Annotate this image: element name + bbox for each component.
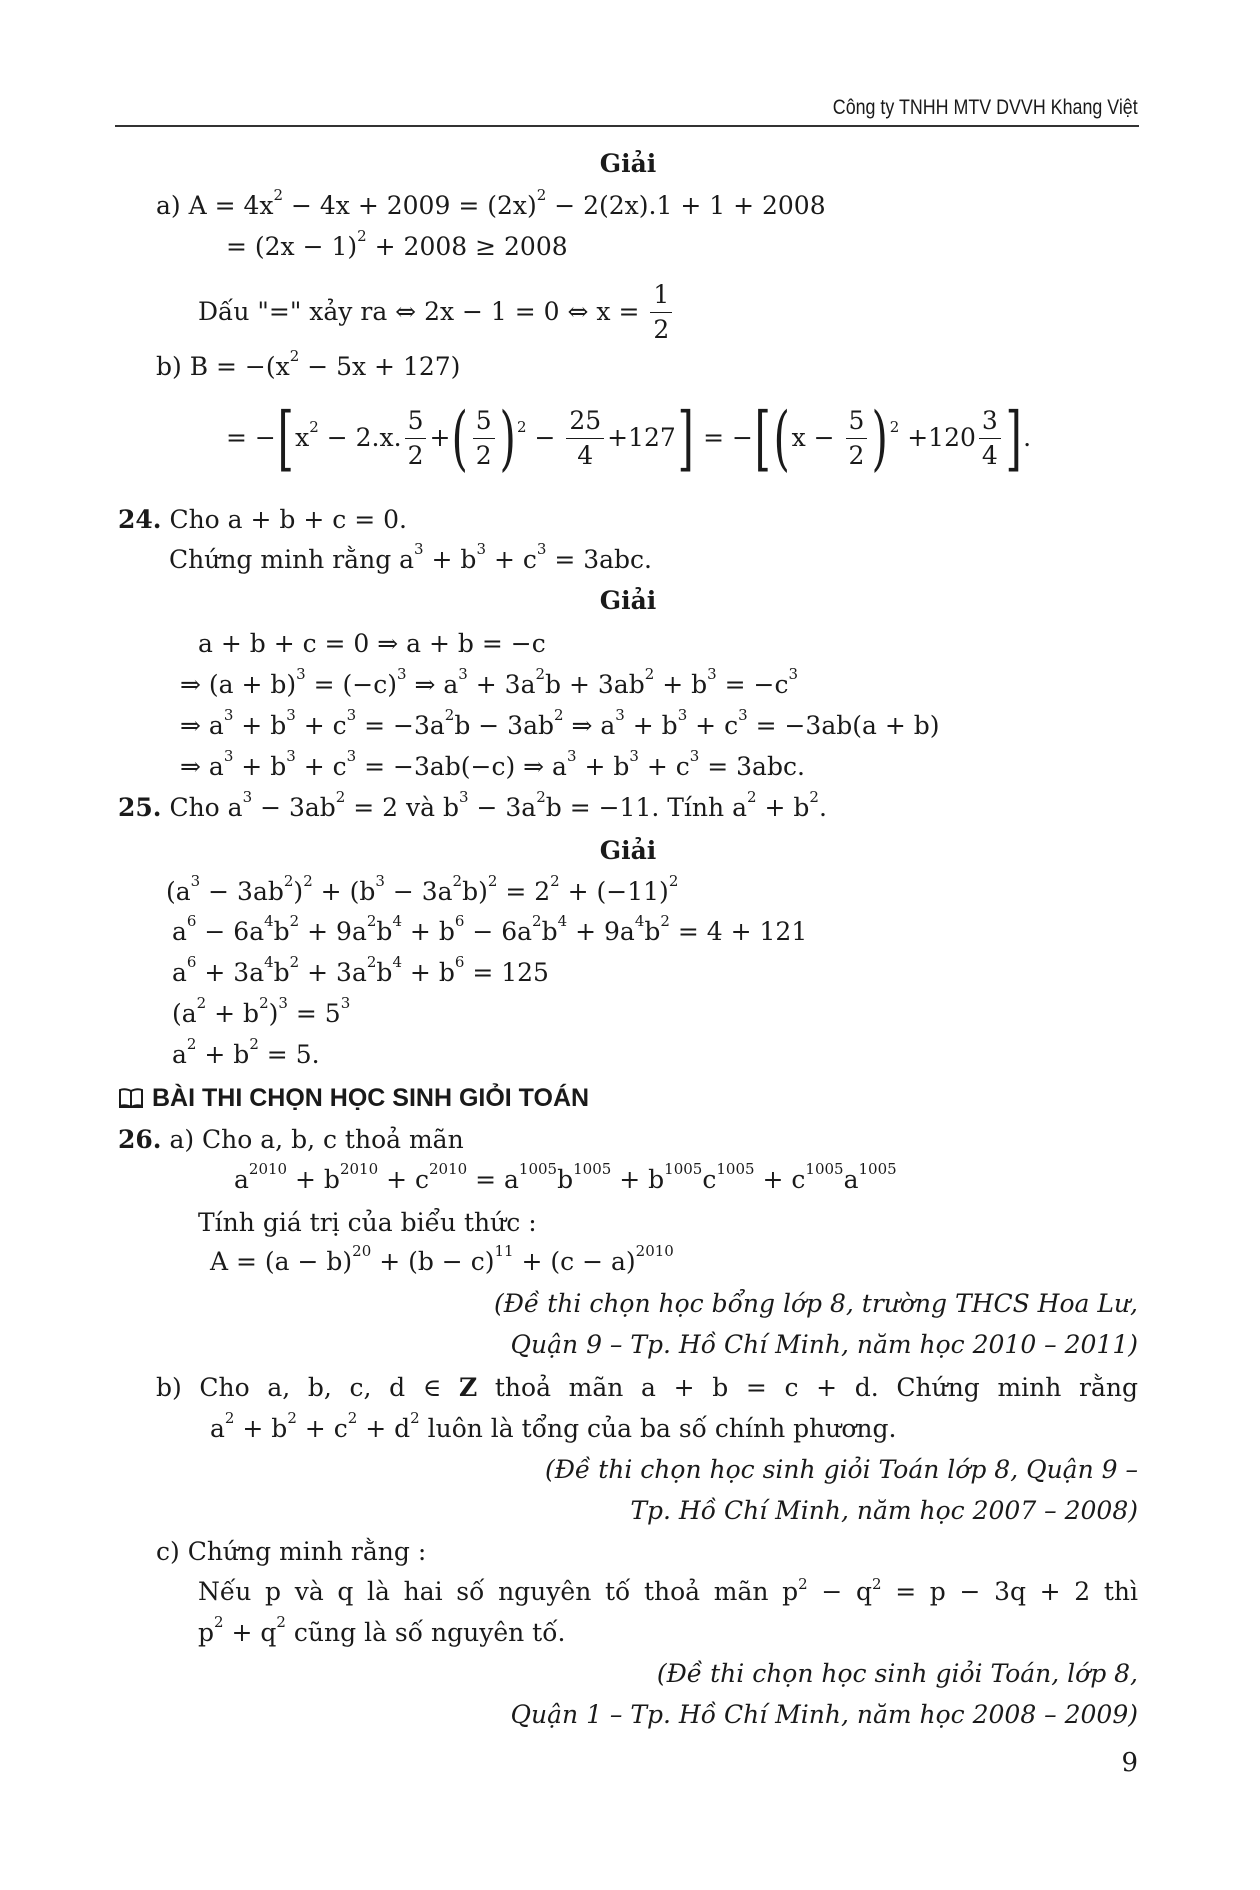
- fraction: [405, 404, 427, 473]
- math-text: p: [198, 1618, 215, 1647]
- math-text: = (2x − 1): [226, 232, 358, 261]
- source-citation: (Đề thi chọn học bổng lớp 8, trường THCS Hoa Lư,: [493, 1289, 1138, 1318]
- problem-26a-expression: A = (a − b) 20 + (b − c) 11 + (c − a) 2010: [210, 1242, 674, 1282]
- fraction: [846, 404, 868, 473]
- problem-25: 25. Cho a 3 − 3ab 2 = 2 và b 3 − 3a 2 b = −11. Tính a 2 + b 2 .: [118, 788, 827, 828]
- math-text: − 5x + 127): [299, 352, 461, 381]
- solution-25-line: a 6 − 6a 4 b 2 + 9a 2 b 4 + b 6 − 6a 2 b 4 + 9a 4 b 2 = 4 + 121: [172, 912, 807, 952]
- superscript: 2: [798, 1575, 808, 1593]
- line-23b-2: = − [ x 2 − 2.x. $\frac{5}{2}$ + ( $\frac{5}{2}$ ) 2 − $\frac{25}{4}$ +127 ] = − [ ( x − $\frac{5}{2}$ ) 2 +120 $\frac{3}{4}$ ] .: [226, 397, 1032, 479]
- fraction: [650, 278, 672, 347]
- math-text: a) A = 4x: [156, 191, 274, 220]
- line-23a-2: = (2x − 1) 2 + 2008 ≥ 2008: [226, 227, 568, 267]
- math-text: + 3a: [196, 958, 265, 987]
- math-text: + 9a: [567, 917, 635, 946]
- math-text: = −: [226, 423, 276, 452]
- source-citation: Tp. Hồ Chí Minh, năm học 2007 – 2008): [630, 1496, 1138, 1525]
- math-text: + b: [206, 999, 260, 1028]
- math-text: = −: [695, 423, 753, 452]
- math-text: − 4x + 2009 = (2x): [283, 191, 537, 220]
- problem-26c-2: [198, 1572, 1138, 1612]
- math-text: = 4 + 121: [669, 917, 808, 946]
- section-heading: [118, 1080, 589, 1116]
- math-text: + c: [296, 1414, 348, 1443]
- math-text: ⇒ a: [406, 670, 459, 699]
- math-text: + (−11): [559, 877, 669, 906]
- numerator: 5: [846, 404, 868, 439]
- math-text: −: [526, 423, 564, 452]
- math-text: b + 3ab: [545, 670, 645, 699]
- math-text: + b: [624, 711, 678, 740]
- problem-26b-2: a 2 + b 2 + c 2 + d 2 luôn là tổng của ba số chính phương.: [210, 1409, 896, 1449]
- numerator: 5: [405, 404, 427, 439]
- math-text: − 6a: [464, 917, 533, 946]
- bold-text: Z: [458, 1373, 478, 1402]
- numerator: 1: [650, 278, 672, 313]
- math-text: a: [172, 1040, 187, 1069]
- math-text: = −3ab(a + b): [747, 711, 940, 740]
- math-text: + c: [378, 1165, 429, 1194]
- math-text: + b: [234, 1414, 288, 1443]
- header-rule: [115, 125, 1139, 127]
- math-text: − 3a: [384, 877, 453, 906]
- math-text: x: [295, 423, 310, 452]
- source-citation: (Đề thi chọn học sinh giỏi Toán lớp 8, Quận 9 –: [544, 1455, 1138, 1484]
- math-text: A = (a − b): [210, 1247, 353, 1276]
- math-text: thoả mãn a + b = c + d. Chứng minh rằng: [477, 1373, 1138, 1402]
- math-text: + b: [401, 958, 455, 987]
- math-text: = p − 3q + 2 thì: [881, 1577, 1138, 1606]
- math-text: − 3ab: [252, 793, 336, 822]
- solution-25-line: a 2 + b 2 = 5.: [172, 1035, 320, 1075]
- problem-24-statement: Chứng minh rằng a 3 + b 3 + c 3 = 3abc.: [169, 540, 652, 580]
- solution-24-line: ⇒ (a + b) 3 = (−c) 3 ⇒ a 3 + 3a 2 b + 3ab 2 + b 3 = −c 3: [180, 665, 798, 705]
- math-text: + (b − c): [371, 1247, 495, 1276]
- math-text: = a: [467, 1165, 519, 1194]
- big-bracket: (: [451, 397, 469, 479]
- math-text: + b: [611, 1165, 665, 1194]
- math-text: +127: [607, 423, 676, 452]
- bold-text: 26.: [118, 1125, 162, 1154]
- denominator: 2: [475, 440, 492, 470]
- math-text: (a: [166, 877, 191, 906]
- math-text: − 6a: [196, 917, 265, 946]
- math-text: b: [644, 917, 661, 946]
- math-text: ): [268, 999, 279, 1028]
- denominator: 2: [407, 440, 424, 470]
- solution-heading: Giải: [599, 836, 657, 865]
- source-citation: (Đề thi chọn học sinh giỏi Toán, lớp 8,: [656, 1659, 1138, 1688]
- math-text: + c: [295, 711, 347, 740]
- denominator: 4: [981, 440, 998, 470]
- math-text: = 2: [497, 877, 551, 906]
- math-text: + b: [756, 793, 810, 822]
- running-header: Công ty TNHH MTV DVVH Khang Việt: [833, 96, 1138, 119]
- math-text: b = −11. Tính a: [545, 793, 747, 822]
- bold-text: 24.: [118, 505, 162, 534]
- math-text: ⇒ (a + b): [180, 670, 297, 699]
- math-text: b: [376, 958, 393, 987]
- math-text: x −: [791, 423, 843, 452]
- math-text: − 3a: [468, 793, 537, 822]
- math-text: + 2008 ≥ 2008: [366, 232, 568, 261]
- math-text: = 5.: [258, 1040, 320, 1069]
- math-text: + c: [486, 545, 537, 574]
- denominator: 2: [848, 440, 865, 470]
- math-text: − 2.x.: [318, 423, 402, 452]
- math-text: b: [541, 917, 558, 946]
- denominator: 4: [577, 440, 594, 470]
- problem-26c-3: p 2 + q 2 cũng là số nguyên tố.: [198, 1613, 565, 1653]
- math-text: = −c: [716, 670, 789, 699]
- big-bracket: ]: [1005, 397, 1022, 479]
- math-text: = 5: [287, 999, 341, 1028]
- math-text: + 9a: [299, 917, 367, 946]
- math-text: a: [843, 1165, 859, 1194]
- big-bracket: [: [754, 397, 771, 479]
- numerator: 25: [566, 404, 604, 439]
- math-text: b): [462, 877, 488, 906]
- superscript: 2: [871, 1575, 882, 1593]
- fraction: [566, 404, 604, 473]
- numerator: 3: [979, 404, 1001, 439]
- math-text: = −3ab(−c) ⇒ a: [356, 752, 567, 781]
- math-text: (a: [172, 999, 197, 1028]
- math-text: c) Chứng minh rằng :: [156, 1537, 427, 1566]
- section-title: BÀI THI CHỌN HỌC SINH GIỎI TOÁN: [152, 1084, 590, 1112]
- math-text: + c: [687, 711, 739, 740]
- solution-25-line: (a 3 − 3ab 2 ) 2 + (b 3 − 3a 2 b) 2 = 2 2 + (−11) 2: [166, 872, 678, 912]
- math-text: + b: [233, 752, 287, 781]
- big-bracket: (: [773, 397, 791, 479]
- solution-24-line: ⇒ a 3 + b 3 + c 3 = −3ab(−c) ⇒ a 3 + b 3 + c 3 = 3abc.: [180, 747, 805, 787]
- solution-25-line: (a 2 + b 2 ) 3 = 5 3: [172, 994, 350, 1034]
- solution-25-line: a 6 + 3a 4 b 2 + 3a 2 b 4 + b 6 = 125: [172, 953, 549, 993]
- math-text: + (b: [312, 877, 376, 906]
- book-icon: [118, 1087, 144, 1109]
- page-number: 9: [1121, 1748, 1138, 1778]
- math-text: b) Cho a, b, c, d ∈: [156, 1373, 459, 1402]
- math-text: = −3a: [356, 711, 445, 740]
- math-text: Chứng minh rằng a: [169, 545, 415, 574]
- math-text: + c: [638, 752, 690, 781]
- math-text: b: [273, 917, 290, 946]
- problem-24: [118, 500, 407, 540]
- math-text: cũng là số nguyên tố.: [285, 1618, 566, 1647]
- solution-heading: Giải: [599, 586, 657, 615]
- math-text: c: [702, 1165, 717, 1194]
- math-text: ⇒ a: [180, 711, 224, 740]
- source-citation: Quận 1 – Tp. Hồ Chí Minh, năm học 2008 – 2009): [510, 1700, 1138, 1729]
- math-text: + 3a: [299, 958, 367, 987]
- line-23a: a) A = 4x 2 − 4x + 2009 = (2x) 2 − 2(2x).1 + 1 + 2008: [156, 186, 826, 226]
- solution-24-line: [198, 624, 546, 664]
- problem-26c: [156, 1532, 426, 1572]
- problem-26b: [156, 1368, 1138, 1408]
- line-23a-3: [198, 272, 675, 352]
- math-text: b) B = −(x: [156, 352, 290, 381]
- math-text: a) Cho a, b, c thoả mãn: [161, 1125, 464, 1154]
- math-text: Dấu "=" xảy ra ⇔ 2x − 1 = 0 ⇔ x =: [198, 297, 648, 326]
- solution-24-line: ⇒ a 3 + b 3 + c 3 = −3a 2 b − 3ab 2 ⇒ a 3 + b 3 + c 3 = −3ab(a + b): [180, 706, 939, 746]
- math-text: = (−c): [305, 670, 397, 699]
- big-bracket: ): [871, 397, 889, 479]
- math-text: ⇒ a: [563, 711, 616, 740]
- math-text: + b: [287, 1165, 340, 1194]
- math-text: .: [818, 793, 827, 822]
- math-text: − 2(2x).1 + 1 + 2008: [546, 191, 826, 220]
- math-text: + b: [401, 917, 455, 946]
- math-text: + b: [233, 711, 287, 740]
- math-text: = 125: [464, 958, 549, 987]
- math-text: + d: [357, 1414, 411, 1443]
- math-text: b: [376, 917, 393, 946]
- big-bracket: ): [499, 397, 516, 479]
- math-text: + b: [423, 545, 477, 574]
- math-text: + c: [295, 752, 347, 781]
- fraction: [979, 404, 1001, 473]
- math-text: b − 3ab: [454, 711, 554, 740]
- math-text: + 3a: [467, 670, 536, 699]
- fraction: [473, 404, 495, 473]
- problem-26a-text: [198, 1203, 537, 1243]
- math-text: + b: [576, 752, 630, 781]
- source-citation: Quận 9 – Tp. Hồ Chí Minh, năm học 2010 – 2011): [510, 1330, 1138, 1359]
- math-text: + c: [754, 1165, 806, 1194]
- math-text: = 2 và b: [345, 793, 460, 822]
- math-text: − q: [807, 1577, 872, 1606]
- big-bracket: [: [277, 397, 294, 479]
- line-23b: b) B = −(x 2 − 5x + 127): [156, 347, 460, 387]
- math-text: Tính giá trị của biểu thức :: [198, 1208, 537, 1237]
- math-text: Nếu p và q là hai số nguyên tố thoả mãn p: [198, 1577, 799, 1606]
- math-text: + b: [196, 1040, 250, 1069]
- solution-heading: Giải: [599, 149, 657, 178]
- math-text: +: [429, 423, 451, 452]
- problem-26a: [118, 1120, 464, 1160]
- math-text: + (c − a): [513, 1247, 636, 1276]
- math-text: Cho a: [161, 793, 243, 822]
- math-text: a: [234, 1165, 249, 1194]
- math-text: + q: [223, 1618, 277, 1647]
- math-text: .: [1023, 423, 1032, 452]
- problem-26a-condition: a 2010 + b 2010 + c 2010 = a 1005 b 1005 + b 1005 c 1005 + c 1005 a 1005: [234, 1160, 897, 1200]
- math-text: b: [557, 1165, 574, 1194]
- math-text: a: [172, 958, 187, 987]
- math-text: a: [172, 917, 187, 946]
- math-text: a + b + c = 0 ⇒ a + b = −c: [198, 629, 546, 658]
- denominator: 2: [653, 314, 670, 344]
- math-text: = 3abc.: [699, 752, 805, 781]
- math-text: a: [210, 1414, 225, 1443]
- numerator: 5: [473, 404, 495, 439]
- math-text: luôn là tổng của ba số chính phương.: [419, 1414, 897, 1443]
- big-bracket: ]: [677, 397, 694, 479]
- math-text: ): [293, 877, 304, 906]
- math-text: Cho a + b + c = 0.: [161, 505, 407, 534]
- math-text: ⇒ a: [180, 752, 224, 781]
- math-text: b: [273, 958, 290, 987]
- math-text: = 3abc.: [546, 545, 652, 574]
- math-text: − 3ab: [200, 877, 284, 906]
- math-text: + b: [654, 670, 708, 699]
- bold-text: 25.: [118, 793, 162, 822]
- math-text: +120: [899, 423, 976, 452]
